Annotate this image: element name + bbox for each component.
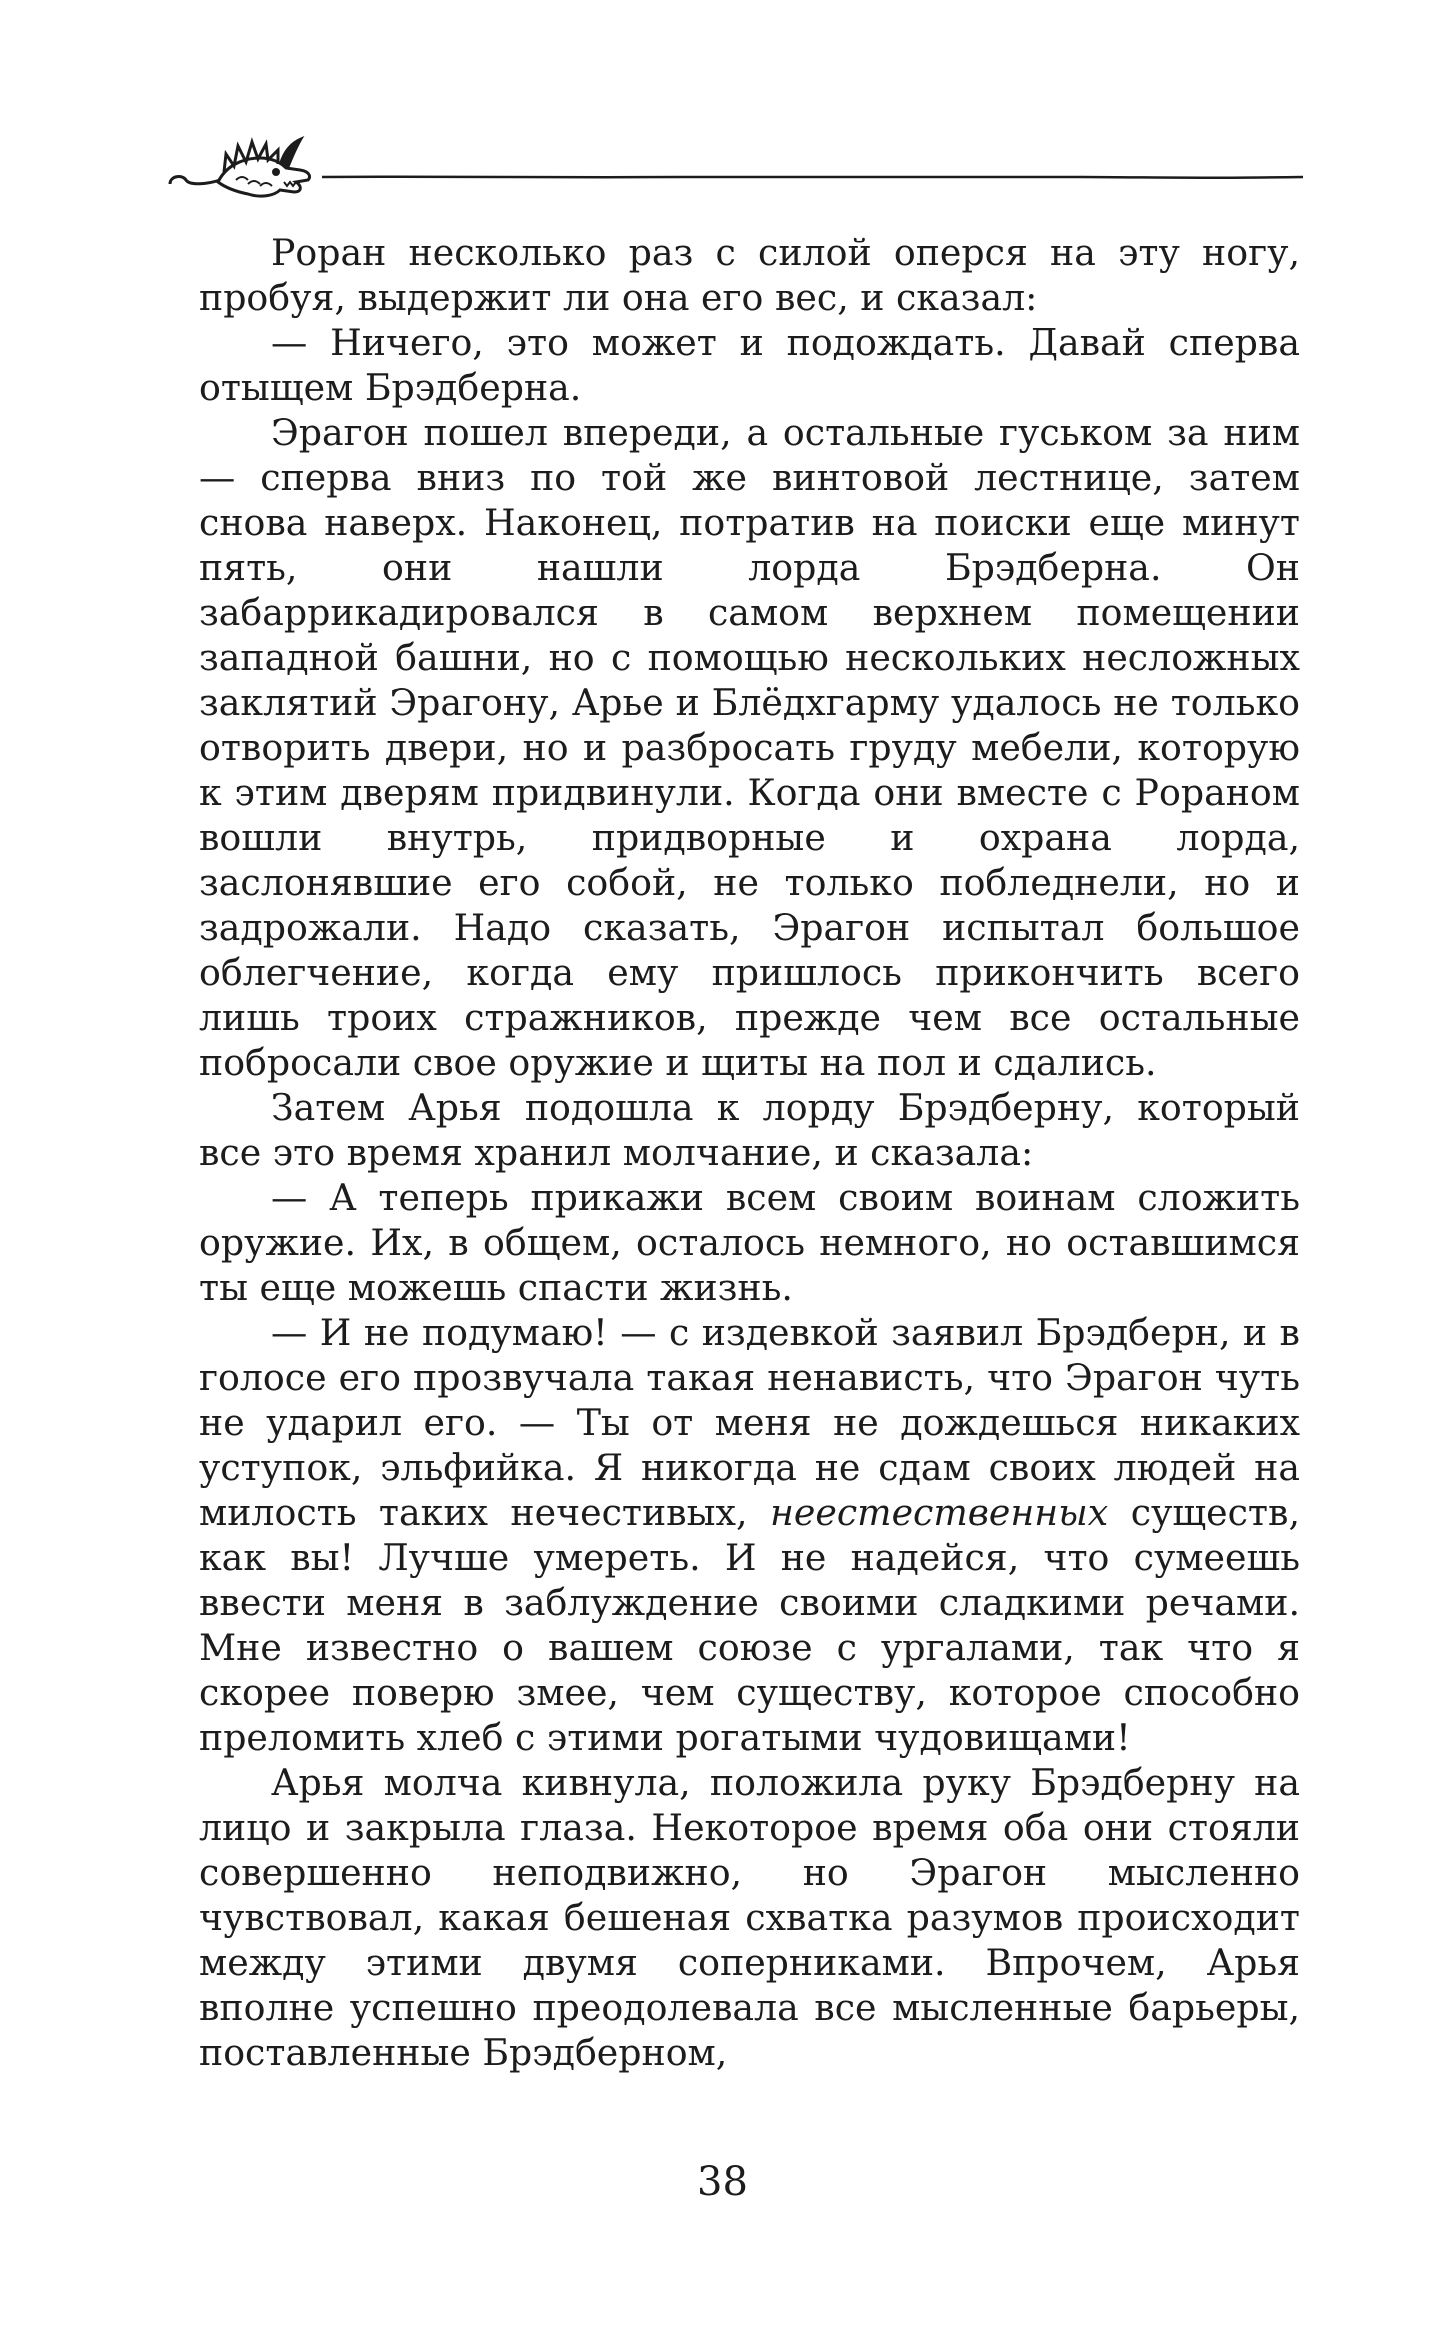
text-run: — А теперь прикажи всем своим воинам сложить оружие. Их, в общем, осталось немного, но оставшимся ты еще можешь спасти жизнь. [199, 1176, 1300, 1309]
paragraph [199, 410, 1300, 1085]
text-run: Затем Арья подошла к лорду Брэдберну, который все это время хранил молчание, и сказала: [199, 1086, 1300, 1174]
text-run: — Ничего, это может и подождать. Давай сперва отыщем Брэдберна. [199, 321, 1300, 409]
text-run: существ, как вы! Лучше умереть. И не надейся, что сумеешь ввести меня в заблуждение своими сладкими речами. Мне известно о вашем союзе с ургалами, так что я скорее поверю змее, чем существу, которое способно преломить хлеб с этими рогатыми чудовищами! [199, 1491, 1300, 1759]
paragraph [199, 1310, 1300, 1760]
header-rule [322, 174, 1303, 180]
italic-text: неестественных [769, 1491, 1109, 1534]
dragon-head-icon [168, 128, 314, 208]
paragraph [199, 1085, 1300, 1175]
text-run: Арья молча кивнула, положила руку Брэдберну на лицо и закрыла глаза. Некоторое время оба они стояли совершенно неподвижно, но Эрагон мысленно чувствовал, какая бешеная схватка разумов происходит между этими двумя соперниками. Впрочем, Арья вполне успешно преодолевала все мысленные барьеры, поставленные Брэдберном, [199, 1761, 1300, 2074]
text-run: — И не подумаю! — с издевкой заявил Брэдберн, и в голосе его прозвучала такая ненависть, что Эрагон чуть не ударил его. — Ты от меня не дождешься никаких уступок, эльфийка. Я никогда не сдам своих людей на милость таких нечестивых, [199, 1311, 1300, 1534]
text-run: Роран несколько раз с силой оперся на эту ногу, пробуя, выдержит ли она его вес, и сказал: [199, 231, 1300, 319]
page-text [199, 230, 1300, 2075]
paragraph [199, 1175, 1300, 1310]
page-number: 38 [697, 2159, 748, 2205]
page-header [168, 128, 1303, 208]
paragraph [199, 320, 1300, 410]
paragraph [199, 230, 1300, 320]
text-run: Эрагон пошел впереди, а остальные гуськом за ним — сперва вниз по той же винтовой лестнице, затем снова наверх. Наконец, потратив на поиски еще минут пять, они нашли лорда Брэдберна. Он забаррикадировался в самом верхнем помещении западной башни, но с помощью нескольких несложных заклятий Эрагону, Арье и Блёдхгарму удалось не только отворить двери, но и разбросать груду мебели, которую к этим дверям придвинули. Когда они вместе с Рораном вошли внутрь, придворные и охрана лорда, заслонявшие его собой, не только побледнели, но и задрожали. Надо сказать, Эрагон испытал большое облегчение, когда ему пришлось прикончить всего лишь троих стражников, прежде чем все остальные побросали свое оружие и щиты на пол и сдались. [199, 411, 1300, 1084]
paragraph [199, 1760, 1300, 2075]
